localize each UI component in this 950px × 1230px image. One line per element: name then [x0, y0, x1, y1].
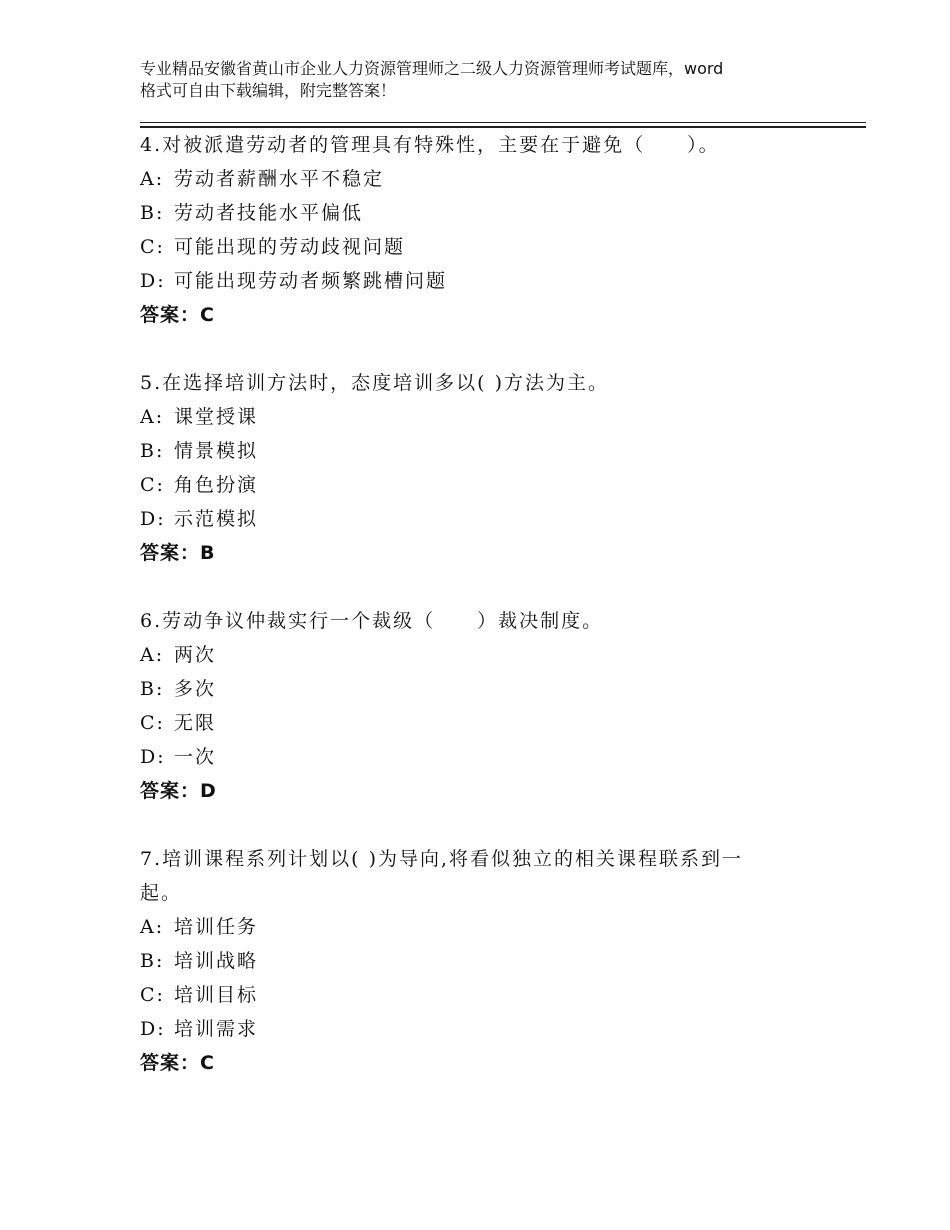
option-letter: B:	[140, 950, 165, 972]
answer-label: 答案：D	[140, 780, 217, 802]
question-stem: 6.劳动争议仲裁实行一个裁级（ ）裁决制度。	[140, 610, 604, 632]
option-text: 一次	[174, 746, 217, 768]
option-letter: B:	[140, 440, 165, 462]
option-text: 培训需求	[174, 1018, 259, 1040]
option-letter: B:	[140, 678, 165, 700]
option-letter: A:	[140, 644, 165, 666]
option-c	[140, 978, 860, 1012]
option-letter: C:	[140, 236, 165, 258]
option-a	[140, 400, 860, 434]
option-text: 可能出现劳动者频繁跳槽问题	[174, 270, 448, 292]
answer-label: 答案：B	[140, 542, 216, 564]
option-letter: B:	[140, 202, 165, 224]
header-divider-thin	[140, 122, 866, 123]
option-c	[140, 230, 860, 264]
option-letter: C:	[140, 474, 165, 496]
question-4	[140, 128, 860, 332]
option-text: 培训战略	[174, 950, 259, 972]
option-text: 无限	[174, 712, 217, 734]
option-b	[140, 672, 860, 706]
option-text: 多次	[174, 678, 217, 700]
option-letter: A:	[140, 168, 165, 190]
option-letter: C:	[140, 712, 165, 734]
option-text: 劳动者技能水平偏低	[174, 202, 364, 224]
option-text: 劳动者薪酬水平不稳定	[174, 168, 385, 190]
document-header	[140, 58, 840, 102]
option-a	[140, 162, 860, 196]
header-line-1: 专业精品安徽省黄山市企业人力资源管理师之二级人力资源管理师考试题库，word	[140, 59, 724, 78]
option-d	[140, 740, 860, 774]
option-d	[140, 502, 860, 536]
option-d	[140, 1012, 860, 1046]
question-stem: 5.在选择培训方法时，态度培训多以( )方法为主。	[140, 372, 609, 394]
answer-label: 答案：C	[140, 304, 215, 326]
option-text: 示范模拟	[174, 508, 259, 530]
question-6	[140, 604, 860, 808]
option-letter: D:	[140, 1018, 166, 1040]
option-b	[140, 944, 860, 978]
option-a	[140, 638, 860, 672]
option-letter: C:	[140, 984, 165, 1006]
option-text: 课堂授课	[174, 406, 259, 428]
option-text: 两次	[174, 644, 217, 666]
option-letter: A:	[140, 406, 165, 428]
option-b	[140, 196, 860, 230]
option-text: 可能出现的劳动歧视问题	[174, 236, 406, 258]
option-a	[140, 910, 860, 944]
option-letter: A:	[140, 916, 165, 938]
option-c	[140, 468, 860, 502]
question-5	[140, 366, 860, 570]
option-d	[140, 264, 860, 298]
question-7	[140, 842, 860, 1080]
option-text: 角色扮演	[174, 474, 259, 496]
option-c	[140, 706, 860, 740]
answer-label: 答案：C	[140, 1052, 215, 1074]
option-text: 培训目标	[174, 984, 259, 1006]
option-text: 情景模拟	[174, 440, 259, 462]
option-letter: D:	[140, 270, 166, 292]
header-line-2: 格式可自由下载编辑，附完整答案！	[140, 81, 397, 100]
question-stem: 7.培训课程系列计划以( )为导向,将看似独立的相关课程联系到一起。	[140, 848, 744, 904]
option-text: 培训任务	[174, 916, 259, 938]
option-letter: D:	[140, 508, 166, 530]
question-stem: 4.对被派遣劳动者的管理具有特殊性，主要在于避免（ ）。	[140, 134, 720, 156]
question-list	[140, 128, 860, 1080]
option-b	[140, 434, 860, 468]
option-letter: D:	[140, 746, 166, 768]
